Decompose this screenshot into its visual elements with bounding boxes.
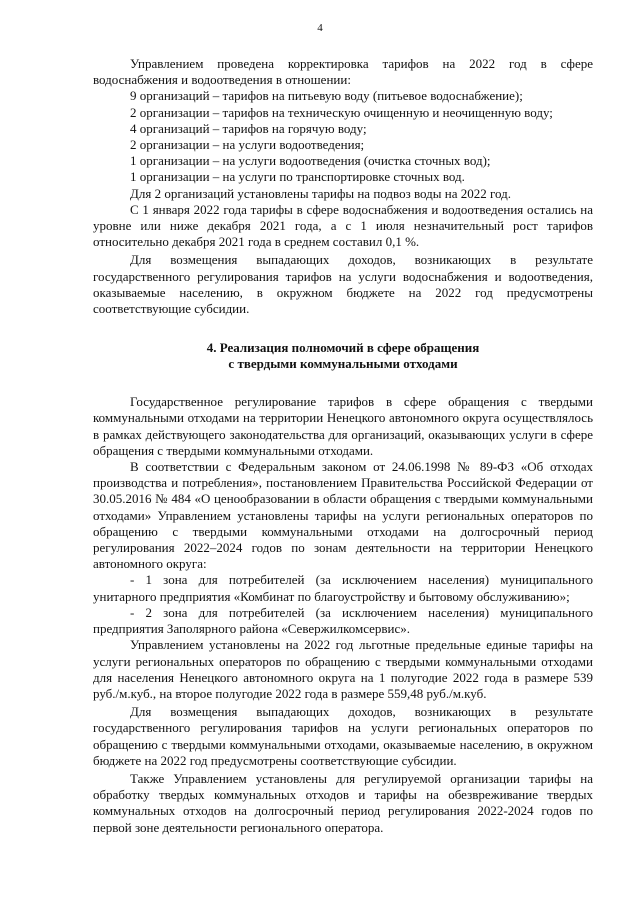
paragraph-subsidies-water: Для возмещения выпадающих доходов, возникающих в результате государственного регулирования тарифов на услуги водоснабжения и водоотведения, оказываемые населению, в окружном бюджете на 2022 год предусмотрены соответствующие субсидии. (93, 252, 593, 317)
section-heading (93, 340, 593, 372)
section-heading-line1: 4. Реализация полномочий в сфере обращения (206, 340, 480, 356)
paragraph-subsidies-waste: Для возмещения выпадающих доходов, возникающих в результате государственного регулирования тарифов на услуги региональных операторов по обращению с твердыми коммунальными отходами, оказываемые населению, в окружном бюджете на 2022 год предусмотрены соответствующие субсидии. (93, 704, 593, 768)
list-item-zone-1: - 1 зона для потребителей (за исключением населения) муниципального унитарного предприятия «Комбинат по благоустройству и бытовому обслуживанию»; (93, 572, 593, 604)
paragraph-processing-tariffs: Также Управлением установлены для регулируемой организации тарифы на обработку твердых коммунальных отходов и тарифы на обезвреживание твердых коммунальных отходов на долгосрочный период регулирования 2022-2024 годов по первой зоне деятельности регионального оператора. (93, 770, 593, 835)
paragraph-water-delivery: Для 2 организаций установлены тарифы на подвоз воды на 2022 год. (130, 185, 511, 201)
paragraph-tariff-correction: Управлением проведена корректировка тарифов на 2022 год в сфере водоснабжения и водоотведения в отношении: (93, 56, 593, 88)
list-item-zone-2: - 2 зона для потребителей (за исключением населения) муниципального предприятия Заполярного района «Севержилкомсервис». (93, 604, 593, 637)
section-heading-line2: с твердыми коммунальными отходами (228, 356, 458, 372)
list-item-wastewater-treatment: 1 организации – на услуги водоотведения (очистка сточных вод); (130, 153, 491, 169)
list-item-wastewater-transport: 1 организации – на услуги по транспортировке сточных вод. (130, 169, 465, 185)
list-item-drinking-water: 9 организаций – тарифов на питьевую воду (питьевое водоснабжение); (130, 88, 523, 104)
list-item-hot-water: 4 организаций – тарифов на горячую воду; (130, 120, 367, 136)
paragraph-waste-regulation: Государственное регулирование тарифов в сфере обращения с твердыми коммунальными отходами на территории Ненецкого автономного округа осуществлялось в рамках действующего законодательства для организаций, оказывающих услуги в сфере обращения с твердыми коммунальными отходами. (93, 394, 593, 458)
paragraph-preferential-tariffs: Управлением установлены на 2022 год льготные предельные единые тарифы на услуги региональных операторов по обращению с твердыми коммунальными отходами для населения Ненецкого автономного округа на 1 полугодие 2022 года в размере 539 руб./м.куб., на второе полугодие 2022 года в размере 559,48 руб./м.куб. (93, 637, 593, 701)
document-body (93, 56, 593, 836)
page-number: 4 (317, 22, 323, 34)
list-item-wastewater: 2 организации – на услуги водоотведения; (130, 137, 365, 153)
list-item-technical-water: 2 организации – тарифов на техническую очищенную и неочищенную воду; (130, 104, 553, 120)
paragraph-tariff-level: С 1 января 2022 года тарифы в сфере водоснабжения и водоотведения остались на уровне или ниже декабря 2021 года, а с 1 июля незначительный рост тарифов относительно декабря 2021 года в среднем составил 0,1 %. (93, 201, 593, 250)
paragraph-federal-law: В соответствии с Федеральным законом от 24.06.1998 № 89-ФЗ «Об отходах производства и потребления», постановлением Правительства Российской Федерации от 30.05.2016 № 484 «О ценообразовании в области обращения с твердыми коммунальными отходами» Управлением установлены тарифы на услуги региональных операторов по обращению с твердыми коммунальными отходами на долгосрочный период регулирования 2022–2024 годов по зонам деятельности на территории Ненецкого автономного округа: (93, 459, 593, 572)
